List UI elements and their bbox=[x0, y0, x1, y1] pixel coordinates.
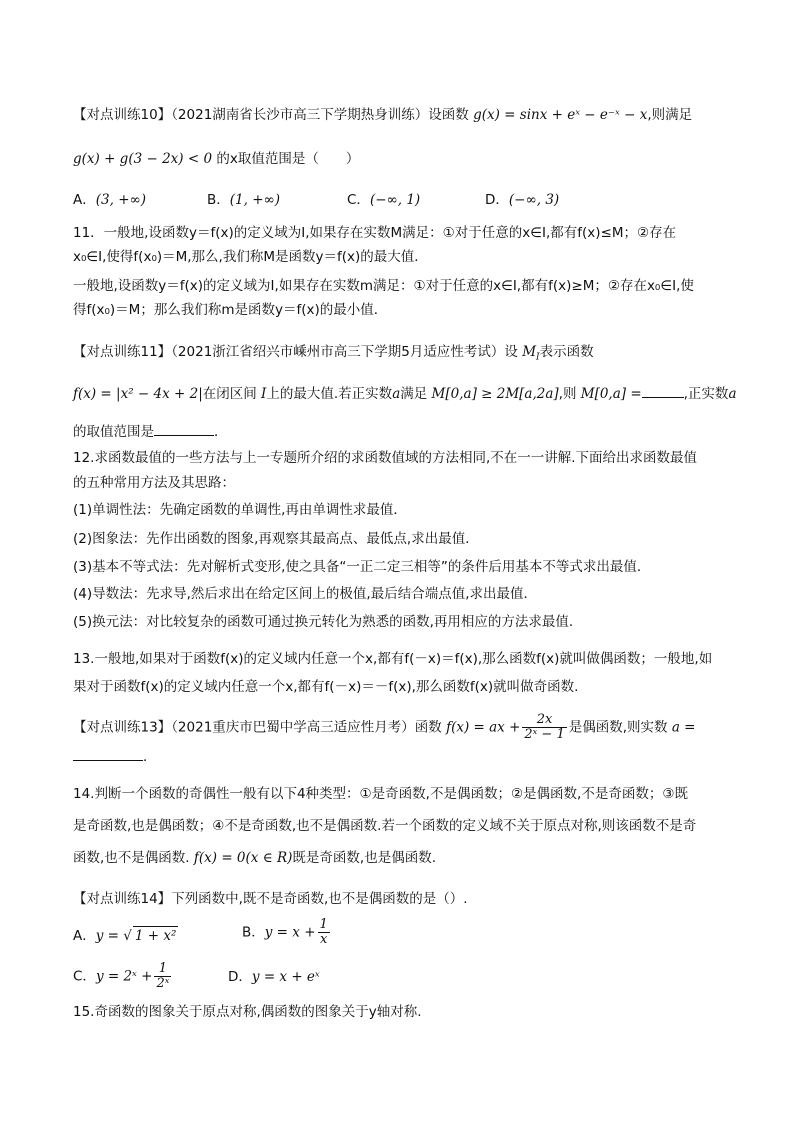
p14-zero-function: f(x) = 0(x ∈ R) bbox=[193, 850, 293, 866]
p11-line-2: x₀∈I,使得f(x₀)＝M,那么,我们称M是函数y＝f(x)的最大值． bbox=[73, 249, 428, 265]
q10-option-a: A．(3, +∞) bbox=[73, 192, 147, 208]
q11-line-2: f(x) = |x² − 4x + 2|在闭区间 I上的最大值.若正实数a满足 M[0,a] ≥ 2M[a,2a],则 M[0,a] = ,正实数a bbox=[73, 386, 737, 402]
q14-option-c: C．y = 2ˣ + $\frac{1}{\text{2ˣ}}$ bbox=[73, 961, 170, 991]
q11-line-3: 的取值范围是 ． bbox=[73, 424, 228, 440]
q14-line-1: 【对点训练14】下列函数中,既不是奇函数,也不是偶函数的是（）. bbox=[73, 891, 468, 907]
q10-line-2: g(x) + g(3 − 2x) < 0 的x取值范围是（ ） bbox=[73, 151, 360, 167]
q14-option-b: B．y = x + $\frac{1}{x}$ bbox=[242, 917, 328, 947]
p11-line-1: 11．一般地,设函数y＝f(x)的定义域为I,如果存在实数M满足：①对于任意的x∈I,都有f(x)≤M；②存在 bbox=[73, 225, 677, 241]
q11-function: f(x) = |x² − 4x + 2| bbox=[73, 386, 203, 402]
q13-answer-blank[interactable] bbox=[73, 748, 143, 761]
q13-tag: 【对点训练13】 bbox=[73, 719, 172, 736]
p12-item-4: (4)导数法：先求导,然后求出在给定区间上的极值,最后结合端点值,求出最值． bbox=[73, 586, 537, 602]
p14-line-2: 是奇函数,也是偶函数；④不是奇函数,也不是偶函数.若一个函数的定义域不关于原点对称,则该函数不是奇 bbox=[73, 818, 697, 834]
q10-line-1: 【对点训练10】（2021湖南省长沙市高三下学期热身训练）设函数 g(x) = sinx + eˣ − e⁻ˣ − x,则满足 bbox=[73, 107, 693, 123]
q10-option-b: B．(1, +∞) bbox=[207, 192, 281, 208]
q11-answer-blank-2[interactable] bbox=[154, 423, 214, 436]
q11-condition: M[0,a] ≥ 2M[a,2a] bbox=[431, 386, 559, 402]
q11-tag: 【对点训练11】 bbox=[73, 344, 172, 360]
p11-line-3: 一般地,设函数y＝f(x)的定义域为I,如果存在实数m满足：①对于任意的x∈I,都有f(x)≥M；②存在x₀∈I,使 bbox=[73, 278, 694, 294]
q14-option-a: A．y = √ 1 + x² bbox=[73, 928, 177, 944]
q13-line-1: 【对点训练13】（2021重庆市巴蜀中学高三适应性月考）函数 f(x) = ax + $\frac{2x}{\text{2ˣ − 1}}$ 是偶函数,则实数 a = bbox=[73, 712, 696, 742]
p12-item-1: (1)单调性法：先确定函数的单调性,再由单调性求最值． bbox=[73, 502, 407, 518]
p12-item-2: (2)图象法：先作出函数的图象,再观察其最高点、最低点,求出最值． bbox=[73, 531, 479, 547]
q10-option-d: D．(−∞, 3) bbox=[485, 192, 560, 208]
p12-item-3: (3)基本不等式法：先对解析式变形,使之具备“一正二定三相等”的条件后用基本不等式求出最值． bbox=[73, 559, 651, 575]
q14-tag: 【对点训练14】 bbox=[73, 891, 172, 907]
p14-line-1: 14.判断一个函数的奇偶性一般有以下4种类型：①是奇函数,不是偶函数；②是偶函数,不是奇函数；③既 bbox=[73, 786, 688, 802]
q13-line-2: ． bbox=[73, 748, 157, 766]
q10-inequality: g(x) + g(3 − 2x) < 0 bbox=[73, 151, 213, 167]
q14-option-d: D．y = x + eˣ bbox=[228, 969, 320, 985]
p15-line-1: 15.奇函数的图象关于原点对称,偶函数的图象关于y轴对称. bbox=[73, 1004, 422, 1020]
p13-line-2: 果对于函数f(x)的定义域内任意一个x,都有f(－x)＝－f(x),那么函数f(x)就叫做奇函数. bbox=[73, 679, 579, 695]
q10-option-c: C．(−∞, 1) bbox=[347, 192, 421, 208]
p13-line-1: 13.一般地,如果对于函数f(x)的定义域内任意一个x,都有f(－x)＝f(x),那么函数f(x)就叫做偶函数；一般地,如 bbox=[73, 651, 713, 667]
q13-fraction: $\frac{2x}{\text{2ˣ − 1}}$ bbox=[524, 712, 565, 742]
p12-item-5: (5)换元法：对比较复杂的函数可通过换元转化为熟悉的函数,再用相应的方法求最值． bbox=[73, 614, 583, 630]
q10-tag: 【对点训练10】 bbox=[73, 107, 172, 123]
q10-formula: g(x) = sinx + eˣ − e⁻ˣ − x bbox=[473, 107, 648, 123]
p12-line-2: 的五种常用方法及其思路： bbox=[73, 475, 235, 491]
q11-line-1: 【对点训练11】（2021浙江省绍兴市嵊州市高三下学期5月适应性考试）设 $M_I$表示函数 bbox=[73, 344, 594, 363]
p14-line-3: 函数,也不是偶函数. f(x) = 0(x ∈ R)既是奇函数,也是偶函数. bbox=[73, 850, 436, 866]
p12-line-1: 12.求函数最值的一些方法与上一专题所介绍的求函数值域的方法相同,不在一一讲解.下面给出求函数最值 bbox=[73, 450, 698, 466]
p11-line-4: 得f(x₀)＝M；那么我们称m是函数y＝f(x)的最小值． bbox=[73, 302, 388, 318]
q11-answer-blank-1[interactable] bbox=[642, 385, 684, 398]
